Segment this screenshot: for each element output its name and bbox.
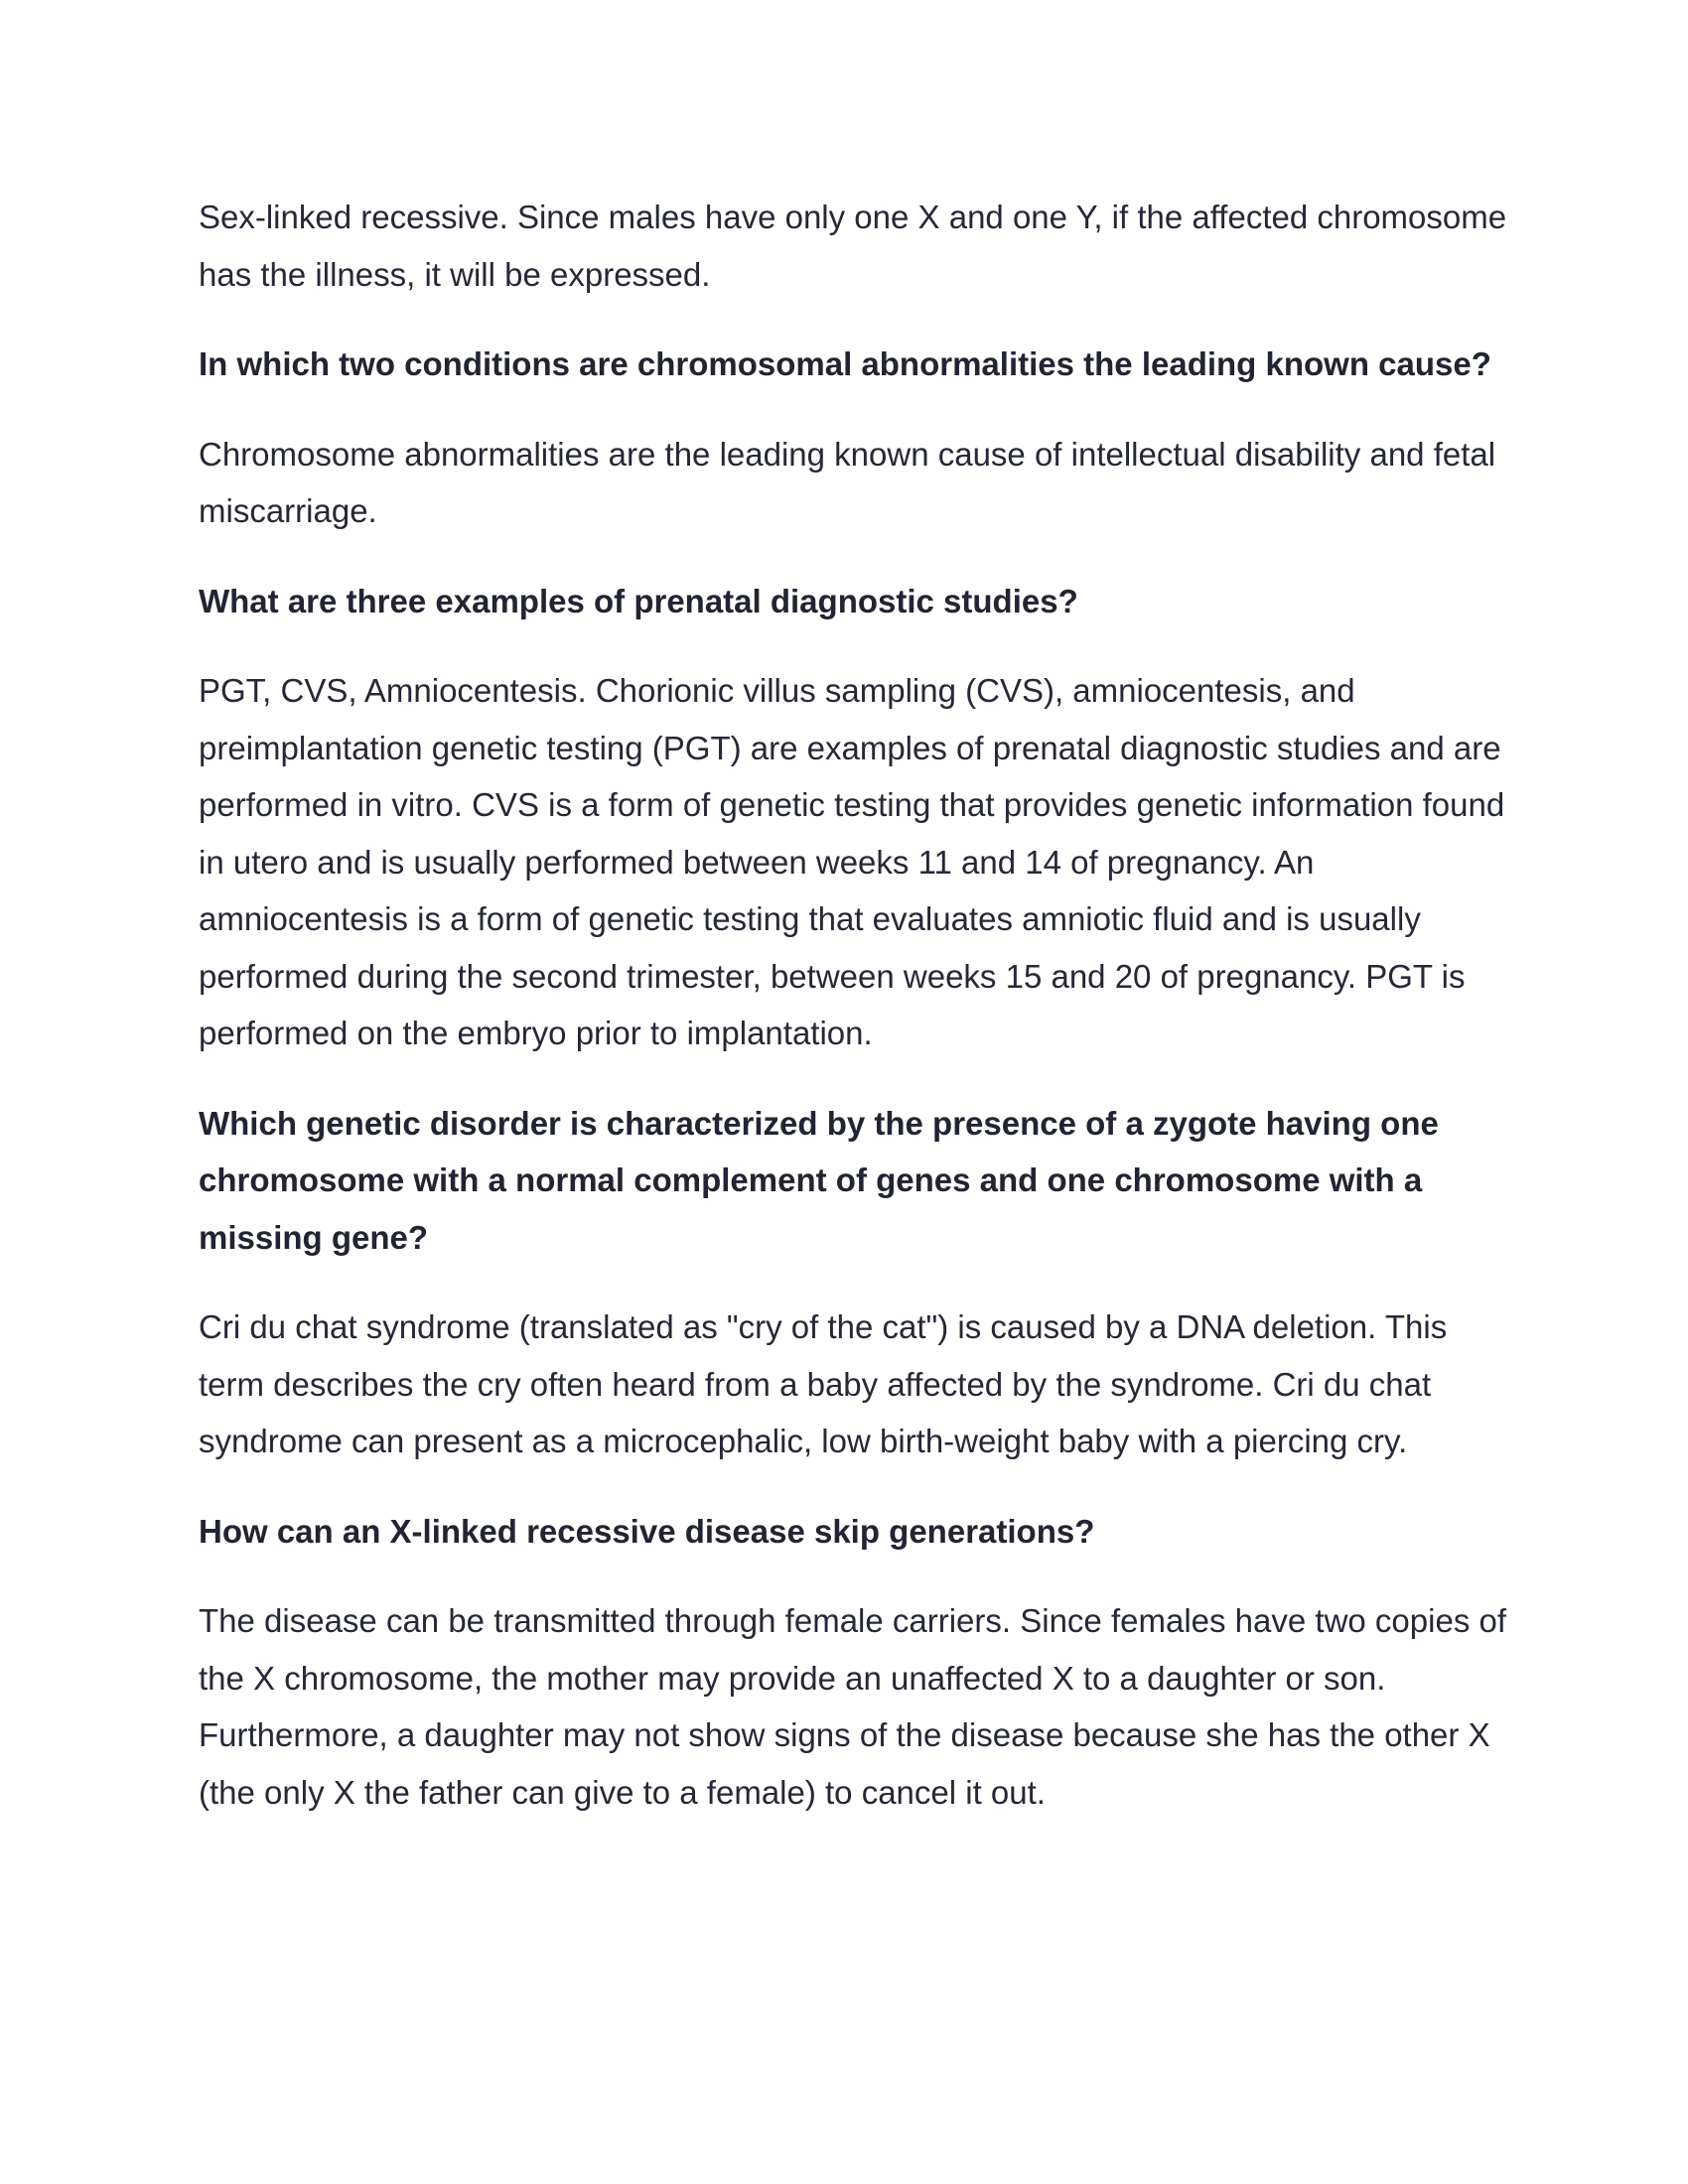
question-genetic-disorder: Which genetic disorder is characterized by the presence of a zygote having one chromosome with a normal complement of genes and one chromosome with a missing gene? [199,1104,1439,1256]
question-prenatal-diagnostic-studies: What are three examples of prenatal diagnostic studies? [199,582,1078,619]
answer-female-carriers: The disease can be transmitted through female carriers. Since females have two copies of the X chromosome, the mother may provide an unaffected X to a daughter or son. Furthermore, a daughter may not show signs of the disease because she has the other X (the only X the father can give to a female) to cancel it out. [199,1602,1507,1811]
question-chromosomal-abnormalities: In which two conditions are chromosomal abnormalities the leading known cause? [199,345,1491,382]
answer-prenatal-diagnostic-studies: PGT, CVS, Amniocentesis. Chorionic villus sampling (CVS), amniocentesis, and preimplantation genetic testing (PGT) are examples of prenatal diagnostic studies and are performed in vitro. CVS is a form of genetic testing that provides genetic information found in utero and is usually performed between weeks 11 and 14 of pregnancy. An amniocentesis is a form of genetic testing that evaluates amniotic fluid and is usually performed during the second trimester, between weeks 15 and 20 of pregnancy. PGT is performed on the embryo prior to implantation. [199,672,1505,1051]
answer-sex-linked-recessive: Sex-linked recessive. Since males have only one X and one Y, if the affected chromosome has the illness, it will be expressed. [199,199,1507,293]
answer-chromosomal-abnormalities: Chromosome abnormalities are the leading known cause of intellectual disability and fetal miscarriage. [199,435,1496,529]
document-page [199,189,1509,1853]
question-x-linked-skip-generations: How can an X-linked recessive disease skip generations? [199,1512,1095,1550]
answer-cri-du-chat: Cri du chat syndrome (translated as "cry of the cat") is caused by a DNA deletion. This term describes the cry often heard from a baby affected by the syndrome. Cri du chat syndrome can present as a microcephalic, low birth-weight baby with a piercing cry. [199,1308,1448,1459]
